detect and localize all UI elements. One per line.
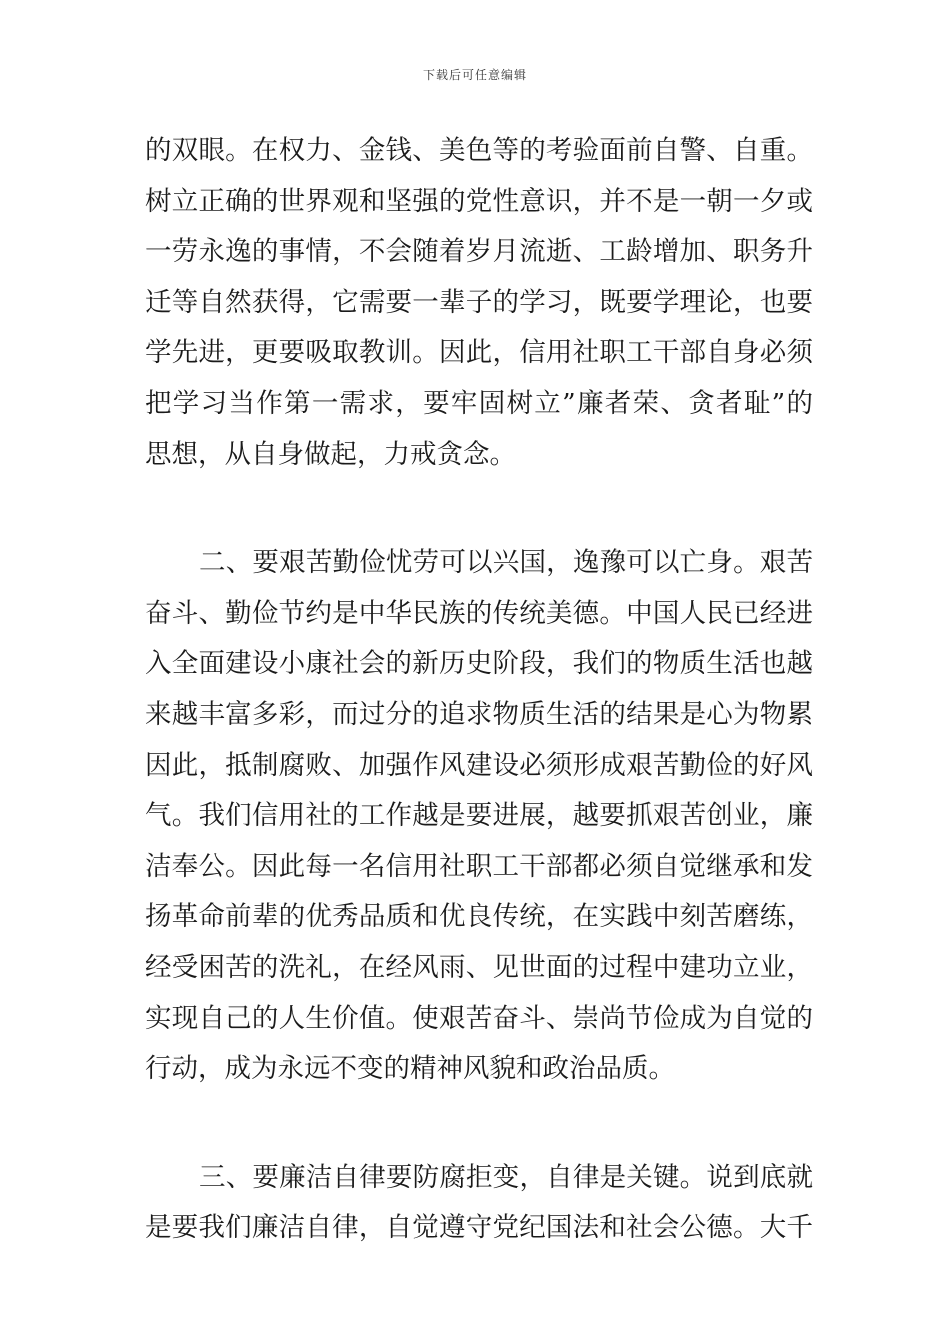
paragraph-spacer bbox=[145, 480, 813, 538]
paragraph-spacer bbox=[145, 1095, 813, 1153]
text-line: 三、要廉洁自律要防腐拒变，自律是关键。说到底就 bbox=[199, 1161, 813, 1193]
text-line: 二、要艰苦勤俭忧劳可以兴国，逸豫可以亡身。艰苦 bbox=[199, 547, 813, 579]
text-line: 气。我们信用社的工作越是要进展，越要抓艰苦创业，廉 bbox=[145, 800, 813, 832]
text-line: 树立正确的世界观和坚强的党性意识，并不是一朝一夕或 bbox=[145, 185, 813, 217]
document-body bbox=[145, 126, 813, 1254]
text-line: 把学习当作第一需求，要牢固树立”廉者荣、贪者耻”的 bbox=[145, 387, 813, 419]
paragraph-1 bbox=[145, 126, 813, 480]
text-line: 实现自己的人生价值。使艰苦奋斗、崇尚节俭成为自觉的 bbox=[145, 1002, 813, 1034]
text-line: 思想，从自身做起，力戒贪念。 bbox=[145, 438, 516, 470]
paragraph-3 bbox=[145, 1153, 813, 1254]
text-line: 因此，抵制腐败、加强作风建设必须形成艰苦勤俭的好风 bbox=[145, 749, 813, 781]
text-line: 洁奉公。因此每一名信用社职工干部都必须自觉继承和发 bbox=[145, 850, 813, 882]
text-line: 的双眼。在权力、金钱、美色等的考验面前自警、自重。 bbox=[145, 135, 813, 166]
text-line: 是要我们廉洁自律，自觉遵守党纪国法和社会公德。大千 bbox=[145, 1212, 813, 1244]
page-header-note: 下载后可任意编辑 bbox=[422, 68, 527, 82]
text-line: 行动，成为永远不变的精神风貌和政治品质。 bbox=[145, 1053, 675, 1085]
text-line: 扬革命前辈的优秀品质和优良传统，在实践中刻苦磨练， bbox=[145, 901, 813, 933]
paragraph-2 bbox=[145, 538, 813, 1095]
text-line: 学先进，更要吸取教训。因此，信用社职工干部自身必须 bbox=[145, 337, 813, 369]
text-line: 奋斗、勤俭节约是中华民族的传统美德。中国人民已经进 bbox=[145, 597, 813, 629]
text-line: 来越丰富多彩，而过分的追求物质生活的结果是心为物累 bbox=[145, 698, 813, 730]
text-line: 入全面建设小康社会的新历史阶段，我们的物质生活也越 bbox=[145, 648, 813, 680]
text-line: 迁等自然获得，它需要一辈子的学习，既要学理论，也要 bbox=[145, 286, 813, 318]
text-line: 一劳永逸的事情，不会随着岁月流逝、工龄增加、职务升 bbox=[145, 236, 813, 268]
text-line: 经受困苦的洗礼，在经风雨、见世面的过程中建功立业， bbox=[145, 951, 813, 983]
